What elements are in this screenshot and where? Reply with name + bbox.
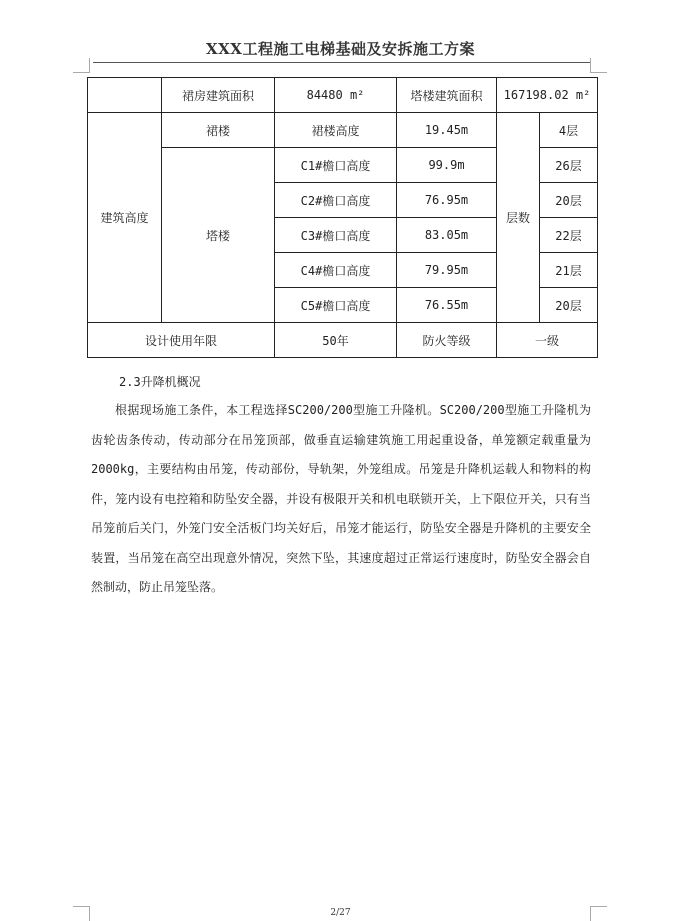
building-height-label: 建筑高度 [88, 113, 162, 323]
fire-rating-label: 防火等级 [397, 323, 497, 358]
tower-floors-value: 26层 [540, 148, 598, 183]
tower-height-label: C5#檐口高度 [275, 288, 397, 323]
tower-floors-value: 20层 [540, 288, 598, 323]
tower-height-label: C2#檐口高度 [275, 183, 397, 218]
fire-rating-value: 一级 [497, 323, 598, 358]
tower-floors-value: 21层 [540, 253, 598, 288]
tower-area-value: 167198.02 m² [497, 78, 598, 113]
podium-floors-value: 4层 [540, 113, 598, 148]
podium-height-value: 19.45m [397, 113, 497, 148]
floors-label: 层数 [497, 113, 540, 323]
podium-height-label: 裙楼高度 [275, 113, 397, 148]
design-life-value: 50年 [275, 323, 397, 358]
tower-height-label: C4#檐口高度 [275, 253, 397, 288]
page-number: 2/27 [330, 908, 351, 918]
podium-label: 裙楼 [162, 113, 275, 148]
design-life-label: 设计使用年限 [88, 323, 275, 358]
podium-area-value: 84480 m² [275, 78, 397, 113]
tower-height-value: 83.05m [397, 218, 497, 253]
table-cell-empty [88, 78, 162, 113]
page-header-title: XXX工程施工电梯基础及安拆施工方案 [206, 40, 475, 58]
podium-area-label: 裙房建筑面积 [162, 78, 275, 113]
tower-floors-value: 22层 [540, 218, 598, 253]
tower-height-value: 76.95m [397, 183, 497, 218]
section-heading: 2.3升降机概况 [119, 375, 201, 389]
table-row [88, 323, 598, 358]
building-spec-table [87, 77, 598, 358]
tower-height-value: 76.55m [397, 288, 497, 323]
crop-mark-top-right [590, 58, 607, 73]
tower-floors-value: 20层 [540, 183, 598, 218]
tower-height-label: C1#檐口高度 [275, 148, 397, 183]
table-row [88, 113, 598, 148]
tower-area-label: 塔楼建筑面积 [397, 78, 497, 113]
table-row [88, 78, 598, 113]
header-rule [93, 62, 590, 63]
tower-height-value: 99.9m [397, 148, 497, 183]
crop-mark-top-left [73, 58, 90, 73]
body-paragraph: 根据现场施工条件，本工程选择SC200/200型施工升隆机。SC200/200型施工升隆机为齿轮齿条传动，传动部分在吊笼顶部，做垂直运输建筑施工用起重设备，单笼额定载重量为2000kg，主要结构由吊笼，传动部份，导轨架，外笼组成。吊笼是升降机运载人和物料的构件，笼内设有电控箱和防坠安全器，并设有极限开关和机电联锁开关，上下限位开关，只有当吊笼前后关门，外笼门安全活板门均关好后，吊笼才能运行，防坠安全器是升降机的主要安全装置，当吊笼在高空出现意外情况，突然下坠，其速度超过正常运行速度时，防坠安全器会自然制动，防止吊笼坠落。 [91, 403, 591, 594]
tower-label: 塔楼 [162, 148, 275, 323]
tower-height-label: C3#檐口高度 [275, 218, 397, 253]
tower-height-value: 79.95m [397, 253, 497, 288]
